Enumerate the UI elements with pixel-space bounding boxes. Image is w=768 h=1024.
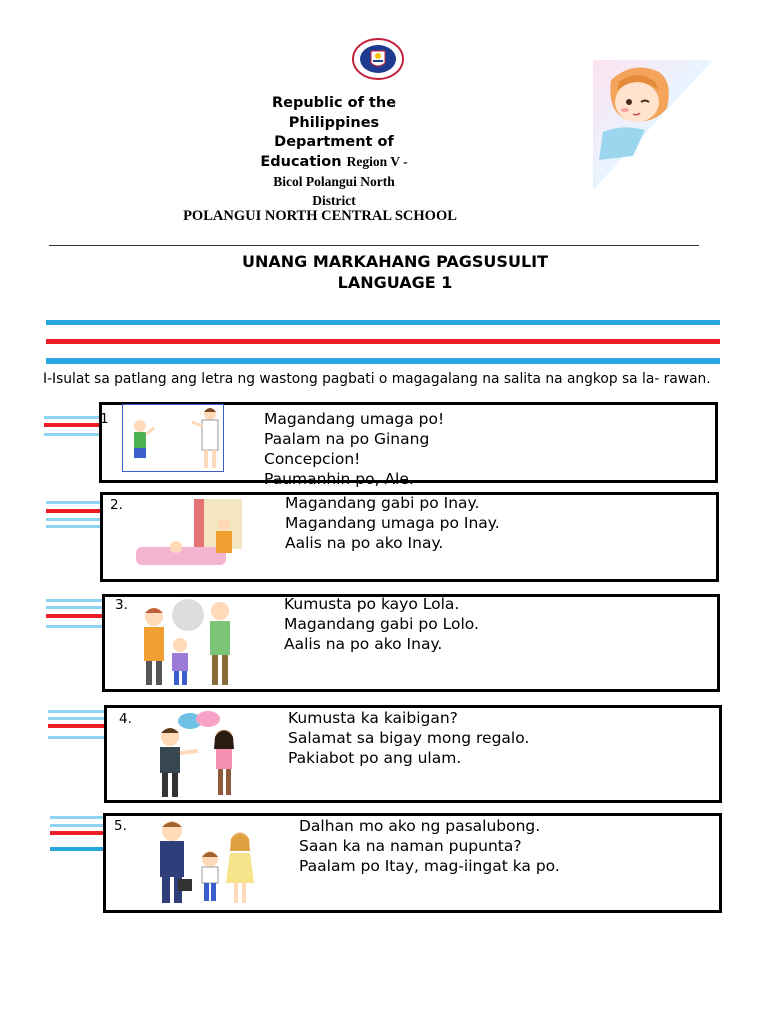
header-department: Department of [274, 134, 394, 150]
item-number: 1 [100, 411, 109, 427]
choice-c: Paalam po Itay, mag-iingat ka po. [299, 857, 560, 875]
boy-and-teacher-image [122, 404, 224, 472]
item-side-stripes [50, 815, 106, 853]
header-education-line [234, 152, 434, 173]
choice-c: Aalis na po ako Inay. [284, 635, 443, 653]
decor-stripe-red [46, 339, 720, 344]
friends-giving-gift-image [140, 709, 246, 799]
item-side-stripes [46, 598, 102, 632]
header-education: Education [260, 154, 342, 170]
choice-b-cont: Concepcion! [264, 450, 361, 468]
deped-seal-logo [351, 37, 405, 81]
item-side-stripes [44, 414, 100, 442]
item-number: 5. [114, 818, 127, 834]
choice-b: Magandang gabi po Lolo. [284, 615, 479, 633]
choices-list-3 [284, 594, 479, 654]
father-leaving-children-image [138, 817, 260, 907]
choice-a: Kumusta po kayo Lola. [284, 595, 460, 613]
choice-b: Magandang umaga po Inay. [285, 514, 500, 532]
choice-b: Paalam na po Ginang [264, 430, 430, 448]
item-side-stripes [48, 709, 104, 743]
choice-c: Paumanhin po, Ale. [264, 470, 414, 488]
child-sleeping-mother-image [132, 497, 246, 569]
choices-list-1 [264, 409, 444, 489]
choices-list-5 [299, 816, 560, 876]
item-number: 4. [119, 711, 132, 727]
choice-a: Magandang umaga po! [264, 410, 445, 428]
choice-a: Dalhan mo ako ng pasalubong. [299, 817, 541, 835]
item-number: 3. [115, 597, 128, 613]
header-republic: Republic of the [271, 95, 397, 111]
choice-b: Saan ka na naman pupunta? [299, 837, 522, 855]
family-greeting-night-image [134, 597, 246, 689]
school-name: POLANGUI NORTH CENTRAL SCHOOL [183, 208, 457, 224]
item-side-stripes [46, 500, 102, 530]
decor-stripe-blue [46, 320, 720, 325]
exam-title: UNANG MARKAHANG PAGSUSULIT [242, 252, 548, 271]
choice-a: Kumusta ka kaibigan? [288, 709, 458, 727]
header-region: Region V - [346, 154, 408, 169]
header-bicol: Bicol Polangui North [273, 174, 395, 189]
item-number: 2. [110, 497, 123, 513]
choice-c: Aalis na po ako Inay. [285, 534, 444, 552]
choices-list-4 [288, 708, 529, 768]
choice-a: Magandang gabi po Inay. [285, 494, 480, 512]
header-divider-line [49, 245, 699, 246]
subject-title: LANGUAGE 1 [337, 273, 453, 292]
header-district: District [312, 193, 356, 208]
girl-thinking-image [593, 60, 713, 190]
header-philippines: Philippines [288, 115, 380, 131]
instructions-text: I-Isulat sa patlang ang letra ng wastong pagbati o magagalang na salita na angkop sa la- rawan. [43, 371, 711, 387]
choice-c: Pakiabot po ang ulam. [288, 749, 462, 767]
choice-b: Salamat sa bigay mong regalo. [288, 729, 530, 747]
choices-list-2 [285, 493, 500, 553]
decor-stripe-blue [46, 358, 720, 364]
